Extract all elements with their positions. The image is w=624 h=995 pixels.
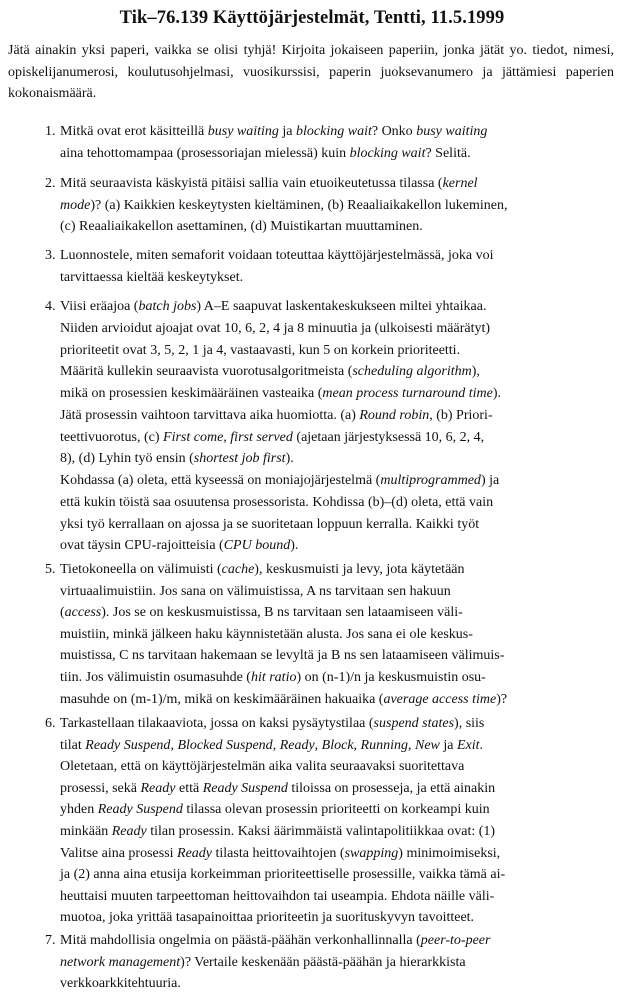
- text: prioriteetit ovat 3, 5, 2, 1 ja 4, vastaavasti, kun 5 on korkein prioriteetti.: [60, 342, 461, 358]
- text: aina tehottomampaa (prosessoriajan mielessä) kuin: [60, 145, 350, 161]
- term: Blocked Suspend: [177, 737, 273, 753]
- text: Määritä kullekin seuraavista vuorotusalgoritmeista (: [60, 364, 353, 380]
- text: yksi työ kerrallaan on ajossa ja se suoritetaan loppuun kerralla. Kaikki työt: [60, 516, 480, 532]
- text: teettivuorotus, (c): [60, 429, 164, 445]
- text: )? (a) Kaikkien keskeytysten kieltäminen, (b) Reaaliaikakellon lukeminen,: [90, 197, 508, 213]
- text: .: [479, 737, 484, 753]
- text: ) A–E saapuvat laskentakeskukseen miltei yhtaikaa.: [196, 299, 487, 314]
- text: ), siis: [454, 716, 485, 731]
- term: Ready: [177, 845, 213, 861]
- text: ). Jos se on keskusmuistissa, B ns tarvitaan sen lataamiseen väli-: [101, 605, 463, 621]
- question-1: [45, 121, 600, 164]
- text: ,: [272, 737, 280, 753]
- term: Ready: [279, 737, 315, 753]
- term: multiprogrammed: [380, 473, 481, 488]
- text: ,: [353, 737, 361, 753]
- question-number: 3.: [45, 248, 56, 263]
- term: peer-to-peer: [420, 933, 491, 948]
- term: Exit: [457, 737, 480, 753]
- term: mean process turnaround time: [322, 386, 493, 401]
- question-number: 4.: [45, 299, 56, 314]
- text: mikä on prosessien keskimääräinen vasteaika (: [60, 386, 323, 401]
- term: Block: [321, 737, 354, 753]
- text: ? Onko: [371, 124, 417, 139]
- text: ) ja: [480, 473, 500, 488]
- term: network management: [60, 954, 181, 970]
- text: tilan prosessin. Kaksi äärimmäistä valintapolitiikkaa ovat: (1): [146, 823, 496, 839]
- term: scheduling algorithm: [352, 364, 472, 380]
- question-4: [45, 296, 600, 557]
- term: hit ratio: [250, 669, 297, 685]
- term: kernel: [442, 176, 478, 191]
- text: ),: [471, 364, 480, 380]
- text: ), keskusmuisti ja levy, jota käytetään: [254, 562, 465, 577]
- term: busy waiting: [416, 124, 488, 139]
- term: busy waiting: [207, 124, 279, 139]
- text: masuhde on (m-1)/m, mikä on keskimääräinen hakuaika (: [60, 691, 384, 707]
- text: Mitkä ovat erot käsitteillä: [60, 124, 208, 139]
- text: muotoa, joka yrittää tasapainoittaa prioriteetin ja suorituskyvyn tavoitteet.: [60, 910, 475, 926]
- text: )? Vertaile keskenään päästä-päähän ja hierarkkista: [180, 954, 466, 970]
- text: Kohdassa (a) oleta, että kyseessä on moniajojärjestelmä (: [60, 473, 381, 488]
- text: muistissa, C ns tarvitaan hakemaan se levyltä ja B ns sen lataamiseen välimuis-: [60, 648, 505, 664]
- text: Luonnostele, miten semaforit voidaan toteuttaa käyttöjärjestelmässä, joka voi: [60, 248, 494, 263]
- text: ,: [314, 737, 322, 753]
- text: yhden: [60, 802, 98, 818]
- text: ? Selitä.: [425, 145, 471, 161]
- term: blocking wait: [296, 124, 372, 139]
- text: tiin. Jos välimuistin osumasuhde (: [60, 669, 251, 685]
- text: ).: [285, 451, 294, 467]
- text: että kukin töistä saa osuutensa prosessorista. Kohdissa (b)–(d) oleta, että vain: [60, 494, 494, 510]
- text: verkkoarkkitehtuuria.: [60, 976, 181, 992]
- text: Mitä seuraavista käskyistä pitäisi sallia vain etuoikeutetussa tilassa (: [60, 176, 443, 191]
- term: Ready Suspend: [85, 737, 171, 753]
- term: blocking wait: [349, 145, 426, 161]
- text: ) minimoimiseksi,: [398, 845, 501, 861]
- text: ja: [439, 737, 457, 753]
- text: tarvittaessa kieltää keskeytykset.: [60, 269, 244, 285]
- text: heuttaisi muuten tarpeettoman heittovaihdon tai useampia. Ehdota näille väli-: [60, 888, 495, 904]
- text: ovat täysin CPU-rajoitteisia (: [60, 538, 224, 554]
- page-title: Tik–76.139 Käyttöjärjestelmät, Tentti, 11.5.1999: [119, 8, 505, 28]
- text: 8), (d) Lyhin työ ensin (: [60, 451, 194, 467]
- text: (c) Reaaliaikakellon asettaminen, (d) Muistikartan muuttaminen.: [60, 219, 423, 235]
- text: Valitse aina prosessi: [60, 845, 178, 861]
- text: , (b) Priori-: [429, 407, 493, 423]
- term: Ready Suspend: [97, 802, 183, 818]
- intro-paragraph: Jätä ainakin yksi paperi, vaikka se olisi tyhjä! Kirjoita jokaiseen paperiin, jonka jätät yo. tiedot, nimesi, opiskelijanumerosi, koulutusohjelmasi, vuosikurssisi, paperin juoksevanumero ja jättämiesi paperien kokonaismäärä.: [8, 43, 614, 101]
- text: tilat: [60, 737, 86, 753]
- term: Round robin: [359, 407, 430, 423]
- term: access: [64, 605, 102, 621]
- text: Tietokoneella on välimuisti (: [60, 562, 222, 577]
- question-number: 7.: [45, 933, 56, 948]
- term: New: [415, 737, 440, 753]
- text: ,: [170, 737, 178, 753]
- question-6: [45, 713, 600, 929]
- text: ).: [492, 386, 502, 401]
- text: (ajetaan järjestyksessä 10, 6, 2, 4,: [292, 429, 485, 445]
- term: Running: [360, 737, 408, 753]
- text: Oletetaan, että on käyttöjärjestelmän aika valita seuraavaksi suoritettava: [60, 759, 465, 775]
- question-7: [45, 930, 600, 995]
- question-5: [45, 559, 600, 710]
- term: shortest job first: [193, 451, 286, 467]
- term: suspend states: [373, 716, 455, 731]
- question-3: [45, 245, 600, 288]
- text: tilassa olevan prosessin prioriteetti on korkeampi kuin: [182, 802, 490, 818]
- text: prosessi, sekä: [60, 780, 141, 796]
- term: Ready: [111, 823, 147, 839]
- question-2: [45, 173, 600, 238]
- text: )?: [496, 691, 508, 707]
- term: cache: [221, 562, 255, 577]
- term: average access time: [383, 691, 497, 707]
- text: minkään: [60, 823, 112, 839]
- text: muistiin, minkä jälkeen haku käynnistetään alusta. Jos sana ei ole keskus-: [60, 626, 473, 642]
- text: Jätä prosessin vaihtoon tarvittava aika huomiotta. (a): [60, 407, 360, 423]
- term: CPU bound: [223, 538, 291, 554]
- question-number: 1.: [45, 124, 56, 139]
- text: (: [60, 605, 65, 621]
- text: ,: [408, 737, 415, 753]
- term: batch jobs: [138, 299, 197, 314]
- text: että: [175, 780, 203, 796]
- text: Mitä mahdollisia ongelmia on päästä-päähän verkonhallinnalla (: [60, 933, 421, 948]
- term: swapping: [344, 845, 399, 861]
- question-number: 5.: [45, 562, 56, 577]
- term: mode: [60, 197, 91, 213]
- text: tilasta heittovaihtojen (: [212, 845, 345, 861]
- question-number: 2.: [45, 176, 56, 191]
- term: Ready: [140, 780, 176, 796]
- text: ).: [290, 538, 299, 554]
- term: First come, first served: [163, 429, 293, 445]
- text: Viisi eräajoa (: [60, 299, 139, 314]
- text: ja (2) anna aina etusija korkeimman prioriteettiselle prosessille, vaikka tämä ai-: [60, 867, 506, 883]
- text: Tarkastellaan tilakaaviota, jossa on kaksi pysäytystilaa (: [60, 716, 374, 731]
- text: tiloissa on prosesseja, ja että ainakin: [287, 780, 496, 796]
- text: virtuaalimuistiin. Jos sana on välimuistissa, A ns tarvitaan sen hakuun: [60, 583, 451, 599]
- term: Ready Suspend: [202, 780, 288, 796]
- text: ) on (n-1)/n ja keskusmuistin osu-: [296, 669, 486, 685]
- question-number: 6.: [45, 716, 56, 731]
- text: Niiden arvioidut ajoajat ovat 10, 6, 2, 4 ja 8 minuutia ja (ulkoisesti määrätyt): [60, 320, 491, 336]
- text: ja: [278, 124, 297, 139]
